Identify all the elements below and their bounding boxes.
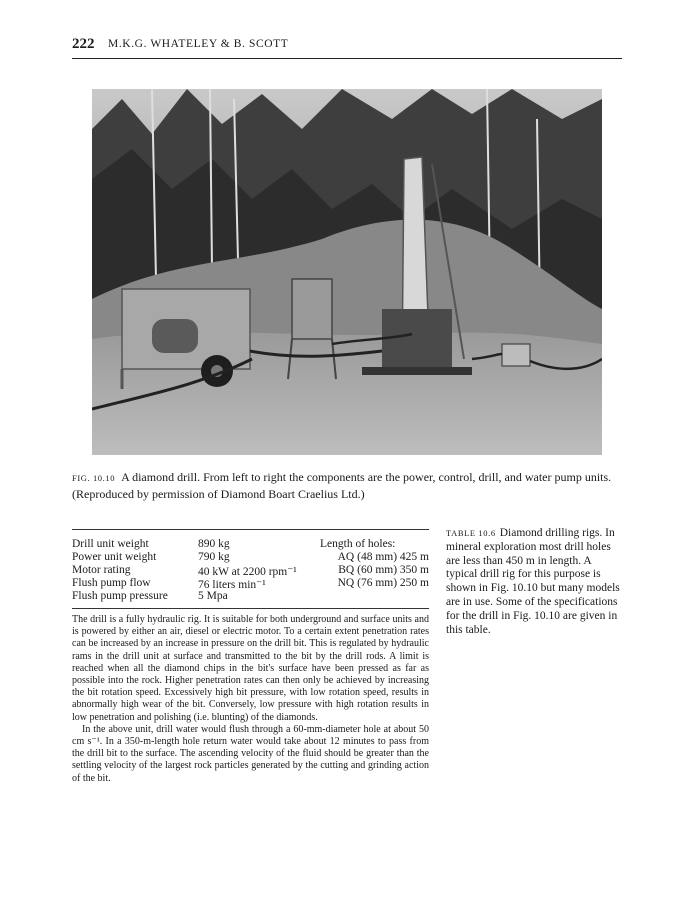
hole-length: 425 m <box>399 551 429 563</box>
running-head: M.K.G. WHATELEY & B. SCOTT <box>108 38 289 50</box>
hole-row <box>338 564 429 576</box>
hole-size: NQ (76 mm) <box>337 577 398 589</box>
spec-value: 890 kg <box>198 538 230 550</box>
spec-name: Flush pump pressure <box>72 590 168 602</box>
table-title: Diamond drilling rigs. <box>499 527 603 539</box>
spec-value: 40 kW at 2200 rpm⁻¹ <box>198 566 297 578</box>
page-number: 222 <box>72 36 95 52</box>
diamond-drill-photo <box>92 89 602 455</box>
figure-caption <box>72 469 612 502</box>
body-paragraph-1: The drill is a fully hydraulic rig. It is suitable for both underground and surface units and is powered by either an air, diesel or electric motor. To a certain extent penetration rates can be increased by an increase in pressure on the drill bit. This is regulated by hydraulic rams in the drill unit at surface and transmitted to the bit by the drill rods. A limit is reached when all the diamond chips in the bit's surface have been pressed as far as possible into the rock. Higher penetration rates can then only be achieved by increasing the bit rotation speed. Excessively high bit pressure, with low rotation speed, results in abnormally high wear of the bit. Conversely, low pressure with high rotation results in low penetration and polishing (i.e. blunting) of the diamonds. <box>72 614 429 723</box>
body-paragraph-2: In the above unit, drill water would flush through a 60-mm-diameter hole at about 50 cm s⁻¹. In a 350-m-length hole return water would take about 12 minutes to pass from the drill bit to the surface. The ascending velocity of the fluid should be greater than the settling velocity of the largest rock particles generated by the cutting and grinding action of the bit. <box>72 723 429 784</box>
hole-row <box>338 577 429 589</box>
spec-name: Power unit weight <box>72 551 157 563</box>
hole-length: 350 m <box>399 564 429 576</box>
specifications-table <box>72 529 429 609</box>
page-header <box>72 36 622 59</box>
figure-label: FIG. 10.10 <box>72 473 116 483</box>
table-label: TABLE 10.6 <box>446 528 496 538</box>
holes-title: Length of holes: <box>320 538 396 550</box>
spec-name: Motor rating <box>72 564 131 576</box>
spec-value: 790 kg <box>198 551 230 563</box>
figure-caption-text: A diamond drill. From left to right the components are the power, control, drill, and water pump units. (Reproduced by permission of Diamond Boart Craelius Ltd.) <box>72 470 612 501</box>
spec-name: Drill unit weight <box>72 538 149 550</box>
table-caption-text: In mineral exploration most drill holes are less than 450 m in length. A typical drill rig for this purpose is shown in Fig. 10.10 but many models are in use. Some of the specifications for the drill in Fig. 10.10 are given in this table. <box>446 527 620 636</box>
hole-size: AQ (48 mm) <box>337 551 398 563</box>
body-text <box>72 614 429 785</box>
spec-name: Flush pump flow <box>72 577 151 589</box>
hole-length: 250 m <box>399 577 429 589</box>
table-caption <box>446 527 624 637</box>
hole-size: BQ (60 mm) <box>338 564 398 576</box>
spec-value: 76 liters min⁻¹ <box>198 579 266 591</box>
spec-value: 5 Mpa <box>198 590 228 602</box>
hole-row <box>338 551 429 563</box>
